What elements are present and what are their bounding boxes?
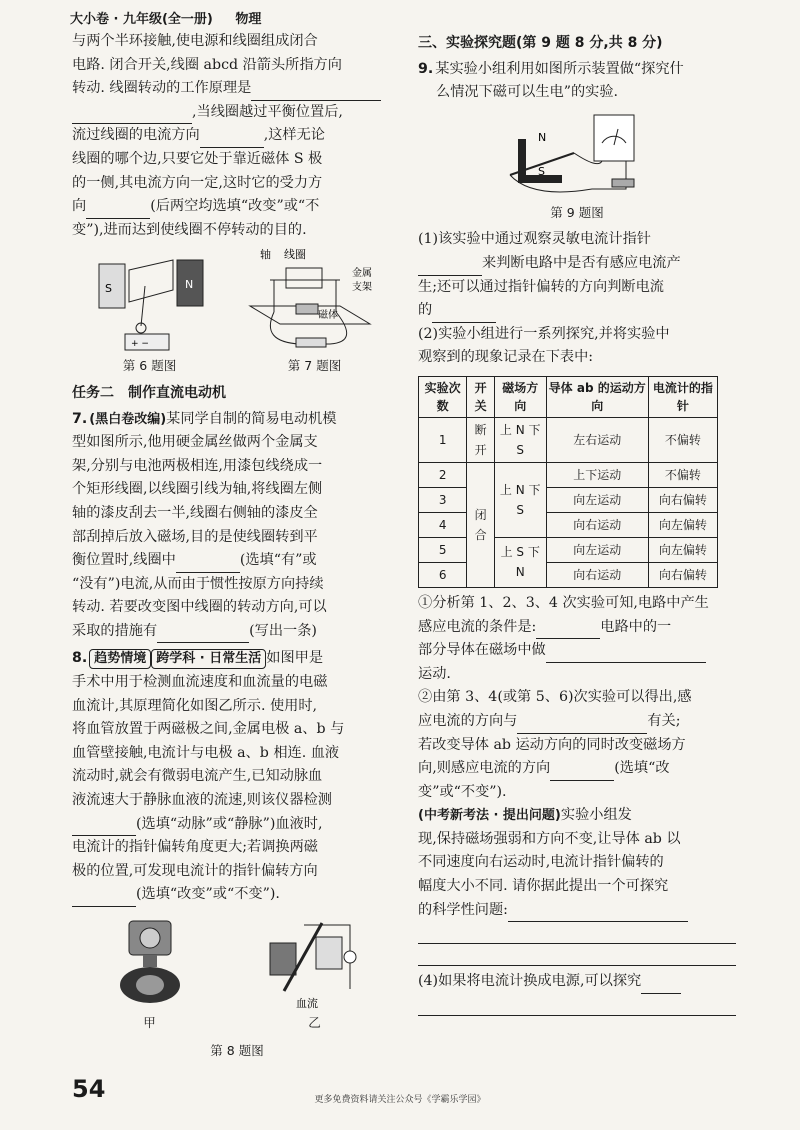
text-line: 生;还可以通过指针偏转的方向判断电流: [418, 278, 664, 295]
text-line: 血管壁接触,电流计与电极 a、b 相连. 血液: [72, 744, 340, 761]
answer-line[interactable]: [418, 944, 736, 966]
text-line: 向 (后两空均选填“改变”或“不: [72, 195, 402, 219]
text-line: (1)该实验中通过观察灵敏电流计指针: [418, 231, 651, 248]
text-line: 应电流的方向与 有关;: [418, 710, 736, 734]
table-row: 6 向右运动 向右偏转: [419, 562, 718, 587]
text-line: 架,分别与电池两极相连,用漆包线绕成一: [72, 457, 323, 474]
figure-caption: 第 9 题图: [550, 204, 604, 220]
svg-text:S: S: [538, 164, 545, 178]
source-tag: (中考新考法 · 提出问题): [418, 808, 561, 824]
text-line: 电流计的指针偏转角度更大;若调换两磁: [72, 839, 318, 856]
text-line: 变”或“不变”).: [418, 783, 507, 800]
text-line: 流动时,就会有微弱电流产生,已知动脉血: [72, 768, 323, 785]
flowmeter-device: [105, 915, 195, 1011]
text-line: ,当线圈越过平衡位置后,: [72, 101, 402, 125]
figure-9: [418, 109, 736, 225]
text-line: 电路. 闭合开关,线圈 abcd 沿箭头所指方向: [72, 56, 342, 73]
answer-blank[interactable]: [418, 258, 482, 276]
text-line: 采取的措施有 (写出一条): [72, 620, 402, 644]
section-heading: 三、实验探究题(第 9 题 8 分,共 8 分): [418, 35, 663, 51]
text-line: 转动. 若要改变图中线圈的转动方向,可以: [72, 599, 327, 616]
text-line: ①分析第 1、2、3、4 次实验可知,电路中产生: [418, 594, 709, 611]
text-line: 轴的漆皮刮去一半,线圈右侧轴的漆皮全: [72, 504, 318, 521]
figure-8: [72, 915, 402, 1035]
text-line: 运动.: [418, 665, 451, 682]
text-line: 部刮掉后放入磁场,目的是使线圈转到平: [72, 528, 318, 545]
page-number: 54: [72, 1075, 106, 1103]
svg-text:N: N: [184, 278, 193, 292]
answer-line[interactable]: [418, 994, 736, 1016]
simple-motor-diagram: [240, 246, 390, 354]
figure-caption: 第 8 题图: [210, 1042, 264, 1058]
question-number: 7.: [72, 410, 88, 427]
figure-6: [85, 246, 215, 378]
table-row: 3 向左运动 向右偏转: [419, 487, 718, 512]
text-line: 变”),进而达到使线圈不停转动的目的.: [72, 221, 307, 238]
text-line: (选填“动脉”或“静脉”)血液时,: [72, 813, 402, 837]
text-line: 幅度大小不同. 请你据此提出一个可探究: [418, 878, 669, 895]
text-line: 向,则感应电流的方向 (选填“改: [418, 757, 736, 781]
cross-discipline-tag: 跨学科 · 日常生活: [151, 649, 266, 669]
text-line: 与两个半环接触,使电源和线圈组成闭合: [72, 33, 318, 49]
answer-blank[interactable]: [432, 305, 496, 323]
text-line: 将血管放置于两磁极之间,金属电极 a、b 与: [72, 721, 345, 738]
text-line: (2)实验小组进行一系列探究,并将实验中: [418, 325, 670, 342]
induction-apparatus: [502, 109, 652, 201]
q8-line: 8. 趋势情境 跨学科 · 日常生活 如图甲是: [72, 647, 402, 671]
trend-tag: 趋势情境: [89, 649, 151, 669]
table-header: 导体 ab 的运动方向: [546, 376, 648, 417]
text-line: 衡位置时,线圈中 (选填“有”或: [72, 549, 402, 573]
flowmeter-principle: [260, 915, 370, 1011]
text-line: 现,保持磁场强弱和方向不变,让导体 ab 以: [418, 830, 681, 847]
figure-caption: 第 7 题图: [287, 358, 342, 374]
text-line: “没有”)电流,从而由于惯性按原方向持续: [72, 575, 324, 592]
text-line: 若改变导体 ab 运动方向的同时改变磁场方: [418, 736, 686, 753]
table-header: 电流计的指针: [648, 376, 717, 417]
text-line: 不同速度向右运动时,电流计指针偏转的: [418, 854, 664, 871]
svg-text:轴: 轴: [259, 248, 271, 262]
text-line: 血流计,其原理简化如图乙所示. 使用时,: [72, 697, 318, 714]
answer-blank[interactable]: [72, 106, 192, 124]
answer-blank[interactable]: [176, 555, 240, 573]
svg-text:线圈: 线圈: [283, 248, 306, 262]
text-line: (中考新考法 · 提出问题)实验小组发: [418, 807, 632, 824]
figure-caption: 第 6 题图: [122, 358, 177, 374]
text-line: 感应电流的条件是: 电路中的一: [418, 616, 736, 640]
svg-text:支架: 支架: [351, 282, 372, 294]
answer-blank[interactable]: [550, 763, 614, 781]
source-tag: (黑白卷改编): [89, 411, 167, 427]
page-header: [70, 8, 279, 27]
svg-text:金属: 金属: [351, 268, 372, 280]
text-line: 来判断电路中是否有感应电流产: [418, 252, 736, 276]
figure-label: 甲: [143, 1015, 156, 1030]
question-number: 9.: [418, 60, 434, 77]
text-line: 流过线圈的电流方向 ,这样无论: [72, 124, 402, 148]
figures-6-7: [72, 246, 402, 378]
table-header: 开关: [467, 376, 494, 417]
answer-blank[interactable]: [508, 904, 688, 922]
figure-7: [240, 246, 390, 378]
subject-label: 物理: [235, 12, 262, 27]
question-number: 8.: [72, 650, 88, 667]
text-line: 么情况下磁可以生电”的实验.: [436, 84, 619, 101]
answer-blank[interactable]: [72, 818, 136, 836]
table-header: 磁场方向: [494, 376, 546, 417]
text-line: 部分导体在磁场中做: [418, 639, 736, 663]
table-row: 2 闭合 上 N 下 S 上下运动 不偏转: [419, 462, 718, 487]
answer-blank[interactable]: [517, 716, 647, 734]
table-header: 实验次数: [419, 376, 467, 417]
answer-blank[interactable]: [200, 130, 264, 148]
svg-text:N: N: [538, 130, 547, 144]
answer-blank[interactable]: [157, 625, 249, 643]
table-row: 1 断开 上 N 下 S 左右运动 不偏转: [419, 417, 718, 462]
text-line: 线圈的哪个边,只要它处于靠近磁体 S 极: [72, 150, 323, 167]
svg-text:S: S: [104, 282, 112, 296]
text-line: 液流速大于静脉血液的流速,则该仪器检测: [72, 792, 332, 809]
left-column: [72, 30, 402, 1062]
text-line: 观察到的现象记录在下表中:: [418, 349, 594, 366]
answer-blank[interactable]: [546, 645, 706, 663]
text-line: ②由第 3、4(或第 5、6)次实验可以得出,感: [418, 689, 692, 706]
figure-label: 乙: [308, 1015, 321, 1030]
answer-line[interactable]: [418, 922, 736, 944]
text-line: 的: [418, 299, 736, 323]
q7-line: 7. (黑白卷改编)某同学自制的简易电动机模: [72, 410, 337, 427]
answer-blank[interactable]: [72, 889, 136, 907]
right-column: [418, 30, 736, 1016]
answer-blank[interactable]: [251, 83, 381, 101]
text-line: (选填“改变”或“不变”).: [72, 883, 402, 907]
book-title: 大小卷 · 九年级(全一册): [70, 12, 213, 27]
figure-8-b: [260, 915, 370, 1035]
text-line: 手术中用于检测血流速度和血流量的电磁: [72, 674, 328, 691]
experiment-table: [418, 376, 718, 588]
motor-diagram: [85, 246, 215, 354]
svg-text:磁体: 磁体: [317, 310, 338, 322]
table-row: 4 向右运动 向左偏转: [419, 512, 718, 537]
figure-8-a: [105, 915, 195, 1035]
q9-line: 9. 某实验小组利用如图所示装置做“探究什: [418, 60, 684, 77]
footer-note: 更多免费资料请关注公众号《学霸乐学园》: [314, 1095, 486, 1105]
text-line: 转动. 线圈转动的工作原理是: [72, 77, 402, 101]
answer-blank[interactable]: [641, 976, 681, 994]
answer-blank[interactable]: [536, 621, 600, 639]
svg-text:血流: 血流: [295, 997, 318, 1010]
answer-blank[interactable]: [86, 201, 150, 219]
task-heading: 任务二 制作直流电动机: [72, 384, 226, 401]
text-line: (4)如果将电流计换成电源,可以探究: [418, 970, 736, 994]
table-row: 5 上 S 下 N 向左运动 向左偏转: [419, 537, 718, 562]
text-line: 个矩形线圈,以线圈引线为轴,将线圈左侧: [72, 481, 323, 498]
svg-text:+ −: + −: [130, 339, 149, 350]
text-line: 型如图所示,他用硬金属丝做两个金属支: [72, 434, 318, 451]
text-line: 的一侧,其电流方向一定,这时它的受力方: [72, 174, 323, 191]
text-line: 极的位置,可发现电流计的指针偏转方向: [72, 862, 318, 879]
text-line: 的科学性问题:: [418, 899, 736, 923]
